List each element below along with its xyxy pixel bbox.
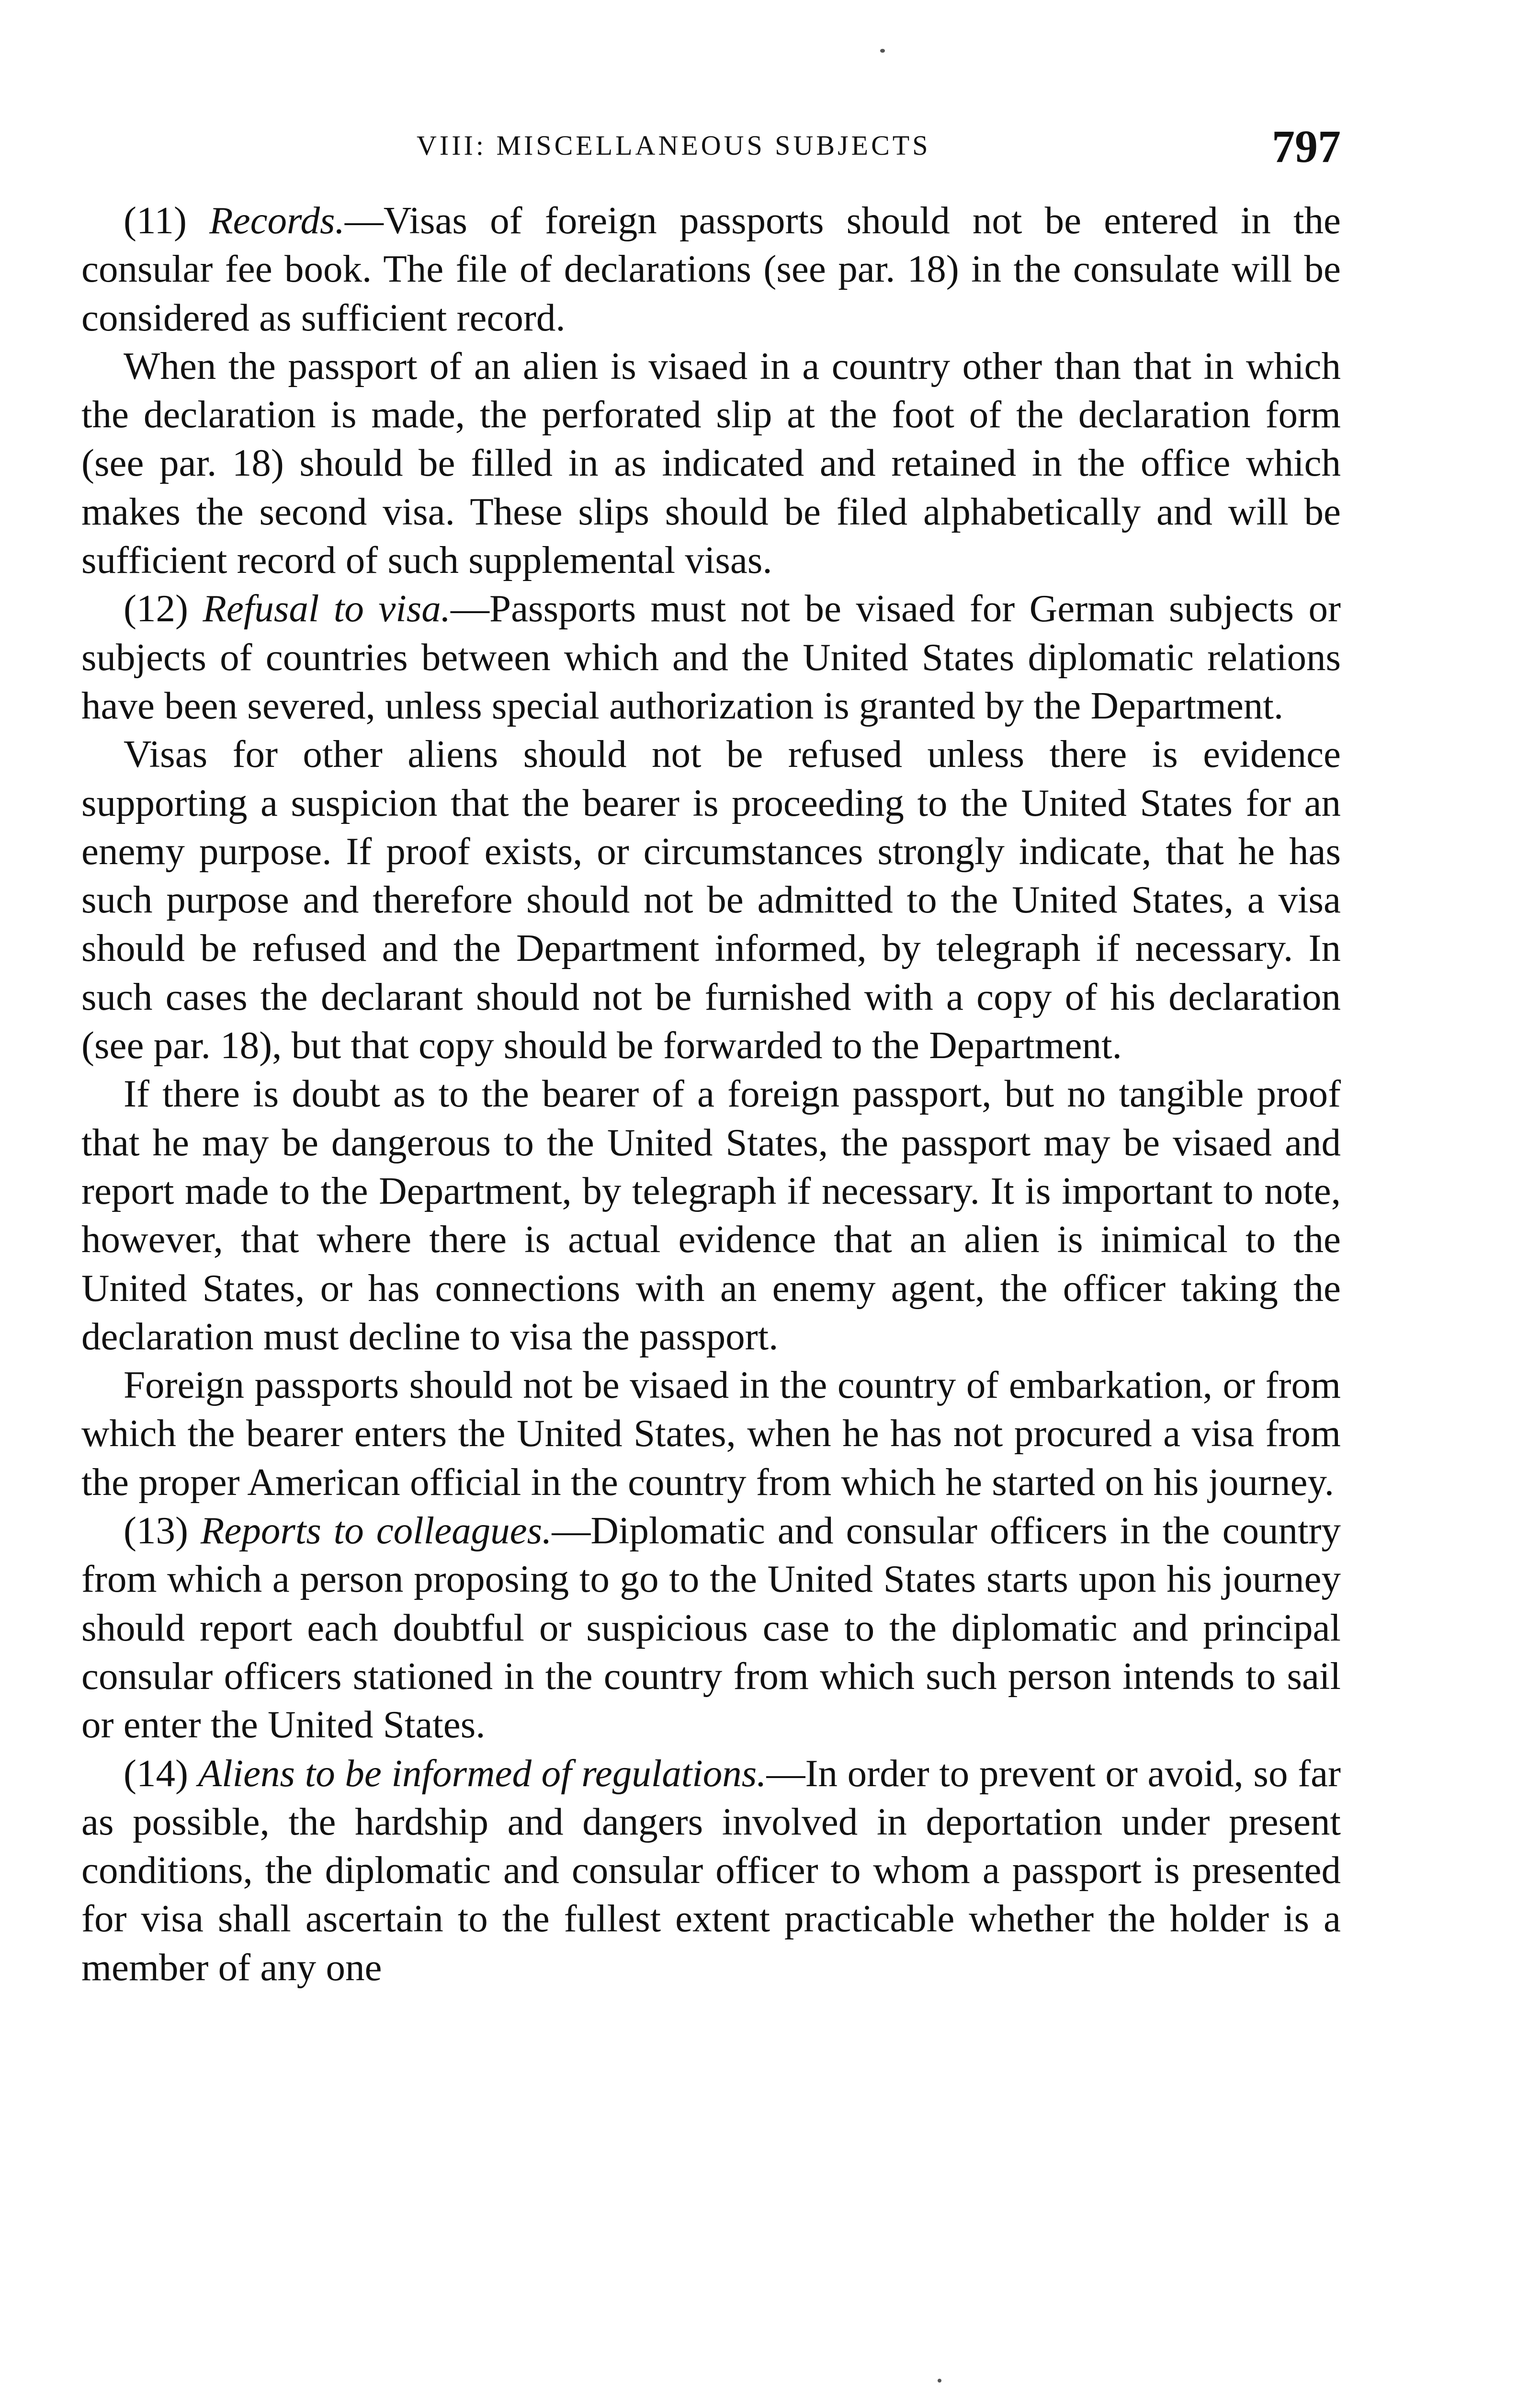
- paragraph-number: (12): [124, 587, 203, 630]
- paragraph-number: (13): [124, 1509, 201, 1552]
- paragraph-text: —Visas of foreign passports should not be entered in the consular fee book. The file of declarations (see par. 18) in the consulate will be considered as sufficient record.: [81, 199, 1341, 339]
- paragraph-text: When the passport of an alien is visaed in a country other than that in which the declaration is made, the perforated slip at the foot of the declaration form (see par. 18) should be filled in as indicated and retained in the office which makes the second visa. These slips should be filed alphabetically and will be sufficient record of such supplemental visas.: [81, 344, 1341, 582]
- paragraph-embarkation: [81, 1361, 1341, 1506]
- paragraph-reports-to-colleagues: [81, 1506, 1341, 1749]
- section-heading-reports: Reports to colleagues.: [200, 1509, 552, 1552]
- paragraph-refusal-to-visa: [81, 584, 1341, 730]
- scan-speck: [938, 2379, 941, 2383]
- paragraph-text: —In order to prevent or avoid, so far as possible, the hardship and dangers involved in deportation under present conditions, the diplomatic and consular officer to whom a passport is presented for visa shall ascertain to the fullest extent practicable whether the holder is a member of any one: [81, 1751, 1341, 1989]
- paragraph-aliens-informed: [81, 1749, 1341, 1992]
- paragraph-records: [81, 196, 1341, 342]
- scan-speck: [880, 49, 885, 53]
- paragraph-supplemental-visas: [81, 342, 1341, 584]
- section-heading-records: Records.: [209, 199, 345, 242]
- paragraph-number: (11): [124, 199, 210, 242]
- paragraph-doubt: [81, 1070, 1341, 1361]
- paragraph-text: If there is doubt as to the bearer of a foreign passport, but no tangible proof that he may be dangerous to the United States, the passport may be visaed and report made to the Department, by telegraph if necessary. It is important to note, however, that where there is actual evidence that an alien is inimical to the United States, or has connections with an enemy agent, the officer taking the declaration must decline to visa the passport.: [81, 1072, 1341, 1358]
- paragraph-text: —Passports must not be visaed for German subjects or subjects of countries between which and the United States diplomatic relations have been severed, unless special authorization is granted by the Department.: [81, 587, 1341, 727]
- section-heading-refusal: Refusal to visa.: [203, 587, 451, 630]
- paragraph-other-aliens: [81, 730, 1341, 1070]
- paragraph-text: Foreign passports should not be visaed in the country of embarkation, or from which the bearer enters the United States, when he has not procured a visa from the proper American official in the country from which he started on his journey.: [81, 1363, 1341, 1504]
- running-head: VIII: MISCELLANEOUS SUBJECTS: [417, 130, 931, 161]
- paragraph-text: Visas for other aliens should not be refused unless there is evidence supporting a suspicion that the bearer is proceeding to the United States for an enemy purpose. If proof exists, or circumstances strongly indicate, that he has such purpose and therefore should not be admitted to the United States, a visa should be refused and the Department informed, by telegraph if necessary. In such cases the declarant should not be furnished with a copy of his declaration (see par. 18), but that copy should be forwarded to the Department.: [81, 732, 1341, 1067]
- section-heading-aliens: Aliens to be informed of regulations.: [198, 1751, 767, 1795]
- paragraph-number: (14): [124, 1751, 198, 1795]
- page-header: [81, 120, 1341, 172]
- page-number: 797: [1272, 121, 1341, 172]
- paragraph-text: —Diplomatic and consular officers in the country from which a person proposing to go to the United States starts upon his journey should report each doubtful or suspicious case to the diplomatic and principal consular officers stationed in the country from which such person intends to sail or enter the United States.: [81, 1509, 1341, 1746]
- body-text: [81, 196, 1341, 1992]
